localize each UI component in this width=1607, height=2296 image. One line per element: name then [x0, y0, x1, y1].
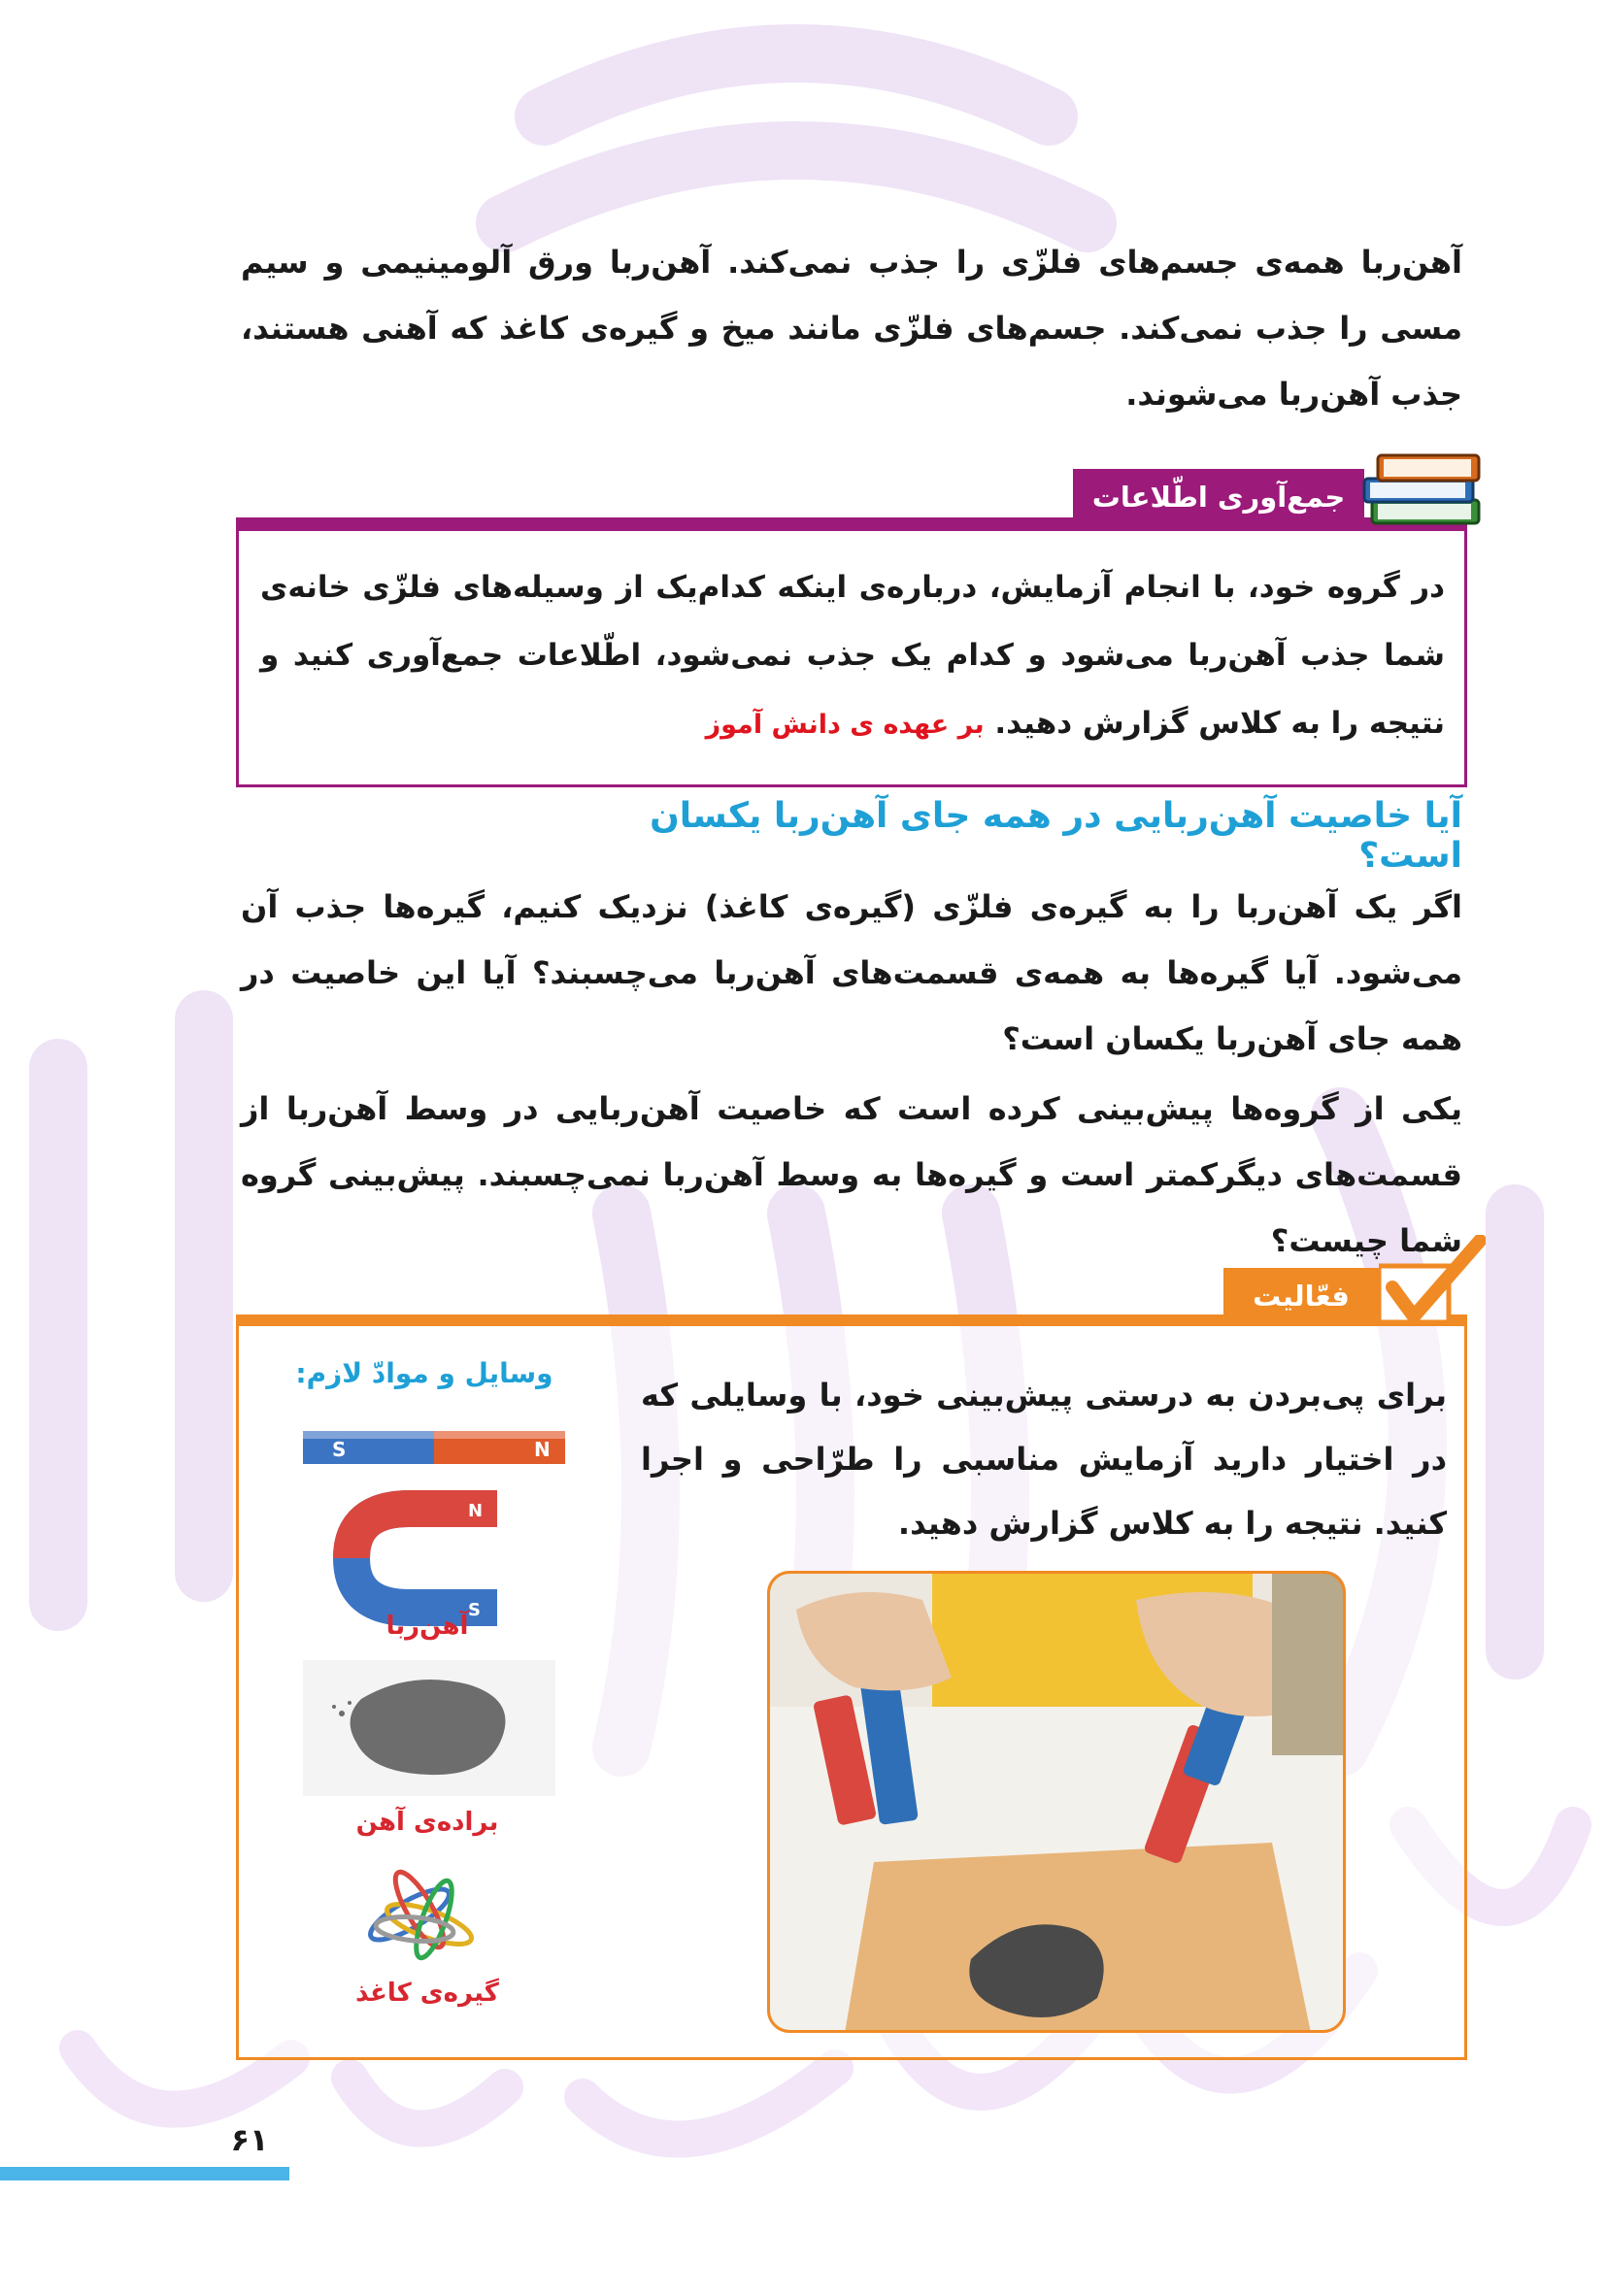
info-box-text: در گروه خود، با انجام آزمایش، درباره‌ی اینکه کدام‌یک از وسیله‌های فلزّی خانه‌ی شما جذب آهن‌ربا می‌شود و کدام یک جذب نمی‌شود، اطّلاعات جمع‌آوری کنید و نتیجه را به کلاس گزارش دهید.: [260, 570, 1445, 741]
info-box-body: [260, 553, 1445, 759]
page-footer-bar: [0, 2167, 289, 2180]
bar-magnet-north-label: N: [534, 1438, 551, 1461]
material-label-paper-clips: گیره‌ی کاغذ: [355, 1979, 499, 2008]
page-number: ۶۱: [230, 2121, 269, 2158]
horseshoe-magnet-image: [332, 1485, 507, 1631]
info-box-heading: جمع‌آوری اطّلاعات: [1091, 481, 1346, 514]
activity-text: برای پی‌بردن به درستی پیش‌بینی خود، با وسایلی که در اختیار دارید آزمایش مناسبی را طرّاحی و اجرا کنید. نتیجه را به کلاس گزارش دهید.: [641, 1377, 1447, 1542]
horseshoe-south-label: S: [468, 1600, 481, 1620]
question-paragraph-1: اگر یک آهن‌ربا را به گیره‌ی فلزّی (گیره‌ی کاغذ) نزدیک کنیم، گیره‌ها جذب آن می‌شود. آیا گیره‌ها به همه‌ی قسمت‌های آهن‌ربا می‌چسبند؟ آیا این خاصیت در همه جای آهن‌ربا یکسان است؟: [241, 888, 1462, 1057]
checkmark-icon: [1379, 1235, 1486, 1327]
materials-heading: وسایل و موادّ لازم:: [295, 1357, 553, 1389]
activity-header: [1223, 1268, 1379, 1324]
info-box-note: بر عهده ی دانش آموز: [705, 710, 985, 740]
activity-heading: فعّالیت: [1253, 1280, 1350, 1313]
material-label-iron-filings: براده‌ی آهن: [355, 1808, 499, 1837]
books-icon: [1355, 442, 1490, 539]
material-label-magnet: آهن‌ربا: [385, 1612, 469, 1641]
question-paragraph-2: یکی از گروه‌ها پیش‌بینی کرده است که خاصیت آهن‌ربایی در وسط آهن‌ربا از قسمت‌های دیگرکمتر است و گیره‌ها به وسط آهن‌ربا نمی‌چسبند. پیش‌بینی گروه شما چیست؟: [241, 1090, 1462, 1259]
question-title: آیا خاصیت آهن‌ربایی در همه جای آهن‌ربا یکسان است؟: [650, 796, 1462, 876]
bar-magnet-image: [303, 1423, 565, 1472]
bar-magnet-south-label: S: [332, 1438, 347, 1461]
info-box-header: [1073, 469, 1364, 525]
paper-clips-image: [352, 1866, 497, 1973]
horseshoe-north-label: N: [468, 1501, 484, 1521]
experiment-photo: [767, 1571, 1346, 2033]
intro-paragraph: آهن‌ربا همه‌ی جسم‌های فلزّی را جذب نمی‌کند. آهن‌ربا ورق آلومینیمی و سیم مسی را جذب نمی‌کند. جسم‌های فلزّی مانند میخ و گیره‌ی کاغذ که آهنی هستند، جذب آهن‌ربا می‌شوند.: [241, 244, 1462, 413]
iron-filings-image: [303, 1660, 555, 1796]
